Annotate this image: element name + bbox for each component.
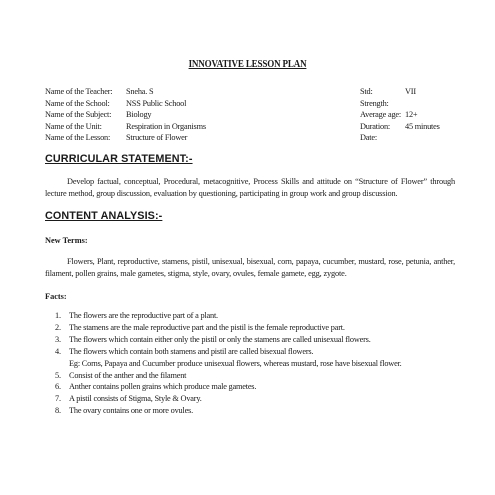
- new-terms-text: Flowers, Plant, reproductive, stamens, pistil, unisexual, bisexual, corn, papaya, cucumber, mustard, rose, petunia, anther, filament, pollen grains, male gametes, stigma, style, ovary, ovules, female gamete, egg, zygote.: [45, 257, 455, 279]
- info-label: Name of the School:: [45, 98, 110, 108]
- facts-list: [55, 310, 402, 417]
- info-row-age: [360, 109, 440, 121]
- info-value: Structure of Flower: [126, 133, 188, 143]
- fact-number: 6.: [55, 382, 61, 392]
- info-value: Sneha. S: [126, 87, 154, 96]
- content-heading: CONTENT ANALYSIS:-: [45, 210, 163, 222]
- fact-text: Consist of the anther and the filament: [69, 370, 187, 380]
- info-row-school: [45, 98, 206, 110]
- info-value: Biology: [126, 110, 152, 120]
- info-row-strength: [360, 98, 440, 110]
- info-row-duration: [360, 121, 440, 133]
- fact-text: The flowers which contain both stamens and pistil are called bisexual flowers.: [69, 346, 314, 356]
- teacher-info: [45, 86, 206, 144]
- fact-number: 4.: [55, 346, 61, 356]
- fact-text: Anther contains pollen grains which produce male gametes.: [69, 382, 257, 392]
- info-label: Std:: [360, 87, 373, 96]
- info-label: Name of the Teacher:: [45, 87, 113, 96]
- fact-item: [55, 405, 402, 417]
- fact-text: The ovary contains one or more ovules.: [69, 406, 193, 416]
- info-label: Name of the Lesson:: [45, 133, 111, 143]
- fact-item: [55, 322, 402, 334]
- fact-text: The stamens are the male reproductive part and the pistil is the female reproductive part.: [69, 322, 345, 332]
- fact-number: 7.: [55, 394, 61, 404]
- new-terms-label: New Terms:: [45, 236, 88, 245]
- info-row-std: [360, 86, 440, 98]
- facts-label: Facts:: [45, 292, 67, 301]
- info-label: Date:: [360, 133, 377, 143]
- info-row-unit: [45, 121, 206, 133]
- info-label: Name of the Unit:: [45, 121, 102, 131]
- info-row-lesson: [45, 132, 206, 144]
- fact-number: 1.: [55, 311, 61, 320]
- fact-number: 5.: [55, 370, 61, 380]
- info-row-teacher: [45, 86, 206, 98]
- fact-example: [55, 358, 402, 370]
- fact-text: The flowers which contain either only the pistil or only the stamens are called unisexual flowers.: [69, 334, 371, 344]
- fact-number: 2.: [55, 322, 61, 332]
- info-label: Strength:: [360, 98, 389, 108]
- class-info: [360, 86, 440, 144]
- fact-item: [55, 310, 402, 322]
- fact-item: [55, 370, 402, 382]
- info-value: VII: [405, 87, 416, 96]
- fact-item: [55, 334, 402, 346]
- page-title: INNOVATIVE LESSON PLAN: [188, 58, 307, 70]
- info-label: Duration:: [360, 121, 390, 131]
- fact-text: Eg: Corns, Papaya and Cucumber produce unisexual flowers, whereas mustard, rose have bisexual flower.: [69, 358, 402, 368]
- info-label: Name of the Subject:: [45, 110, 112, 120]
- fact-number: 3.: [55, 334, 61, 344]
- info-row-date: [360, 132, 440, 144]
- curricular-text: Develop factual, conceptual, Procedural, metacognitive, Process Skills and attitude on “Structure of Flower” through lecture method, group discussion, evaluation by questioning, participating in group work and group discussion.: [45, 177, 455, 199]
- info-label: Average age:: [360, 110, 401, 120]
- fact-item: [55, 381, 402, 393]
- fact-item: [55, 393, 402, 405]
- info-value: 45 minutes: [405, 121, 440, 131]
- fact-item: [55, 346, 402, 358]
- curricular-heading: CURRICULAR STATEMENT:-: [45, 153, 193, 165]
- fact-number: 8.: [55, 406, 61, 416]
- info-value: Respiration in Organisms: [126, 121, 206, 131]
- info-value: NSS Public School: [126, 98, 187, 108]
- fact-number: [55, 358, 69, 370]
- fact-text: A pistil consists of Stigma, Style & Ovary.: [69, 394, 202, 404]
- info-row-subject: [45, 109, 206, 121]
- fact-text: The flowers are the reproductive part of a plant.: [69, 311, 218, 320]
- info-value: 12+: [405, 110, 418, 120]
